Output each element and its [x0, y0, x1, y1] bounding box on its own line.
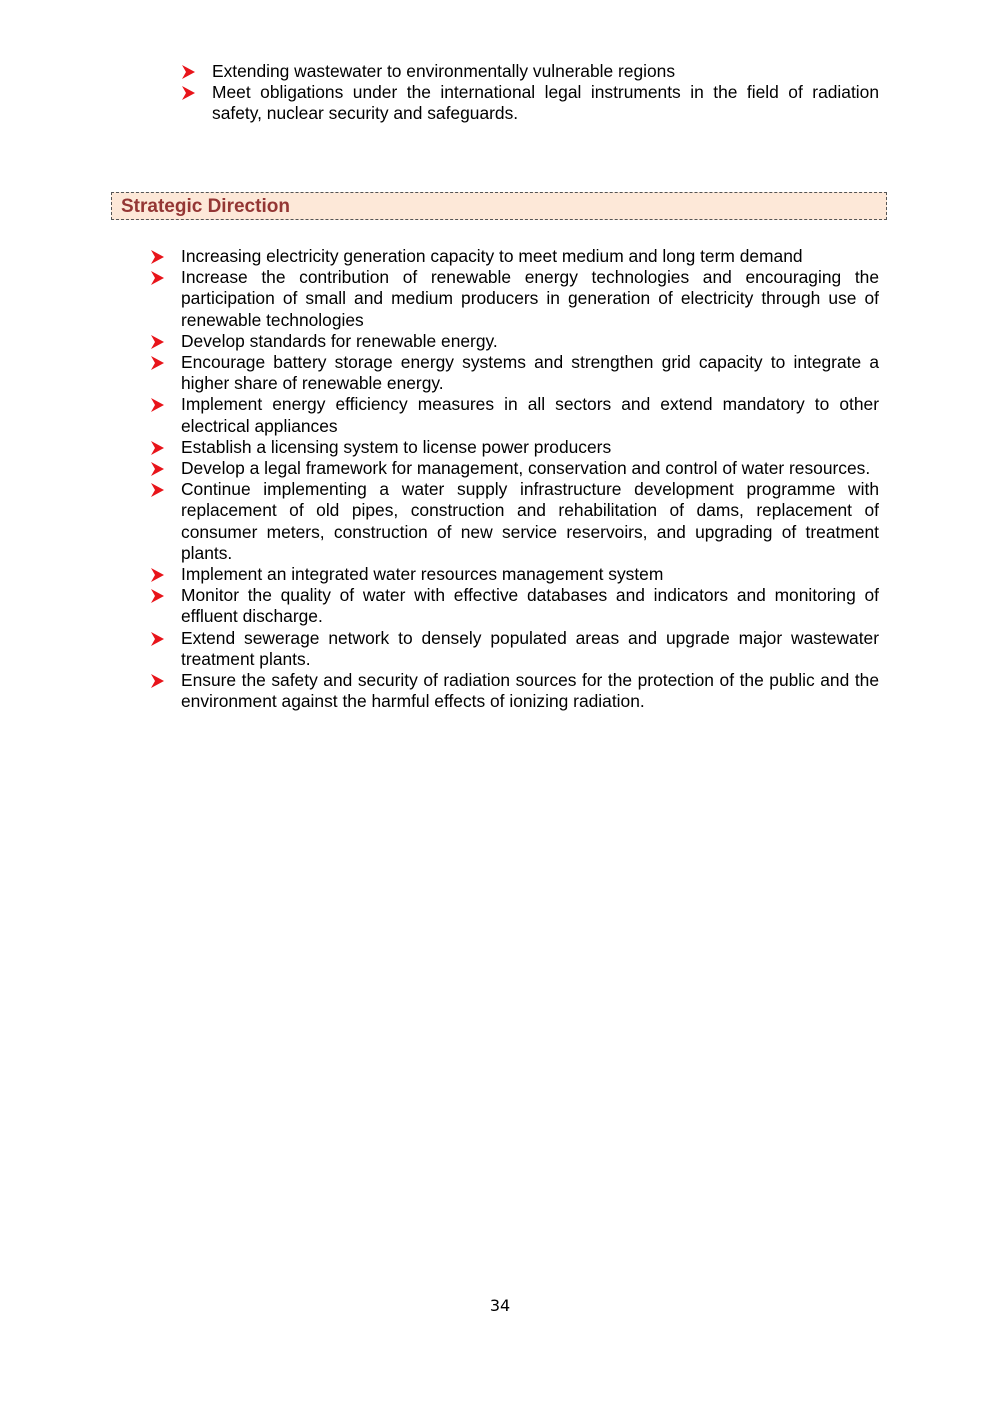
list-item: [181, 670, 879, 712]
list-item: [181, 479, 879, 564]
list-item: [212, 61, 879, 82]
arrowhead-bullet-icon: [151, 441, 164, 455]
list-item: [212, 82, 879, 124]
list-item-text: Encourage battery storage energy systems and strengthen grid capacity to integrate a higher share of renewable energy.: [181, 352, 879, 394]
list-item: [181, 564, 879, 585]
section-title: Strategic Direction: [121, 196, 290, 217]
list-item-text: Extending wastewater to environmentally vulnerable regions: [212, 61, 676, 81]
arrowhead-bullet-icon: [182, 86, 195, 100]
arrowhead-bullet-icon: [151, 589, 164, 603]
arrowhead-bullet-icon: [151, 271, 164, 285]
page-number: 34: [489, 1296, 511, 1315]
list-item-text: Develop a legal framework for management, conservation and control of water resources.: [181, 458, 871, 479]
section-header: [111, 192, 887, 220]
list-item-text: Establish a licensing system to license power producers: [181, 436, 612, 457]
arrowhead-bullet-icon: [151, 335, 164, 349]
arrowhead-bullet-icon: [151, 356, 164, 370]
arrowhead-bullet-icon: [151, 462, 164, 476]
list-item-text: Increase the contribution of renewable energy technologies and encouraging the participation of small and medium producers in generation of electricity through use of renewable technologies: [181, 267, 879, 330]
list-item: [181, 267, 879, 331]
list-item: [181, 585, 879, 627]
list-item-text: Develop standards for renewable energy.: [181, 330, 498, 351]
list-item-text: Monitor the quality of water with effective databases and indicators and monitoring of effluent discharge.: [181, 585, 879, 627]
list-item: [181, 246, 879, 267]
list-item-text: Extend sewerage network to densely populated areas and upgrade major wastewater treatment plants.: [181, 627, 879, 669]
list-item: [181, 437, 879, 458]
arrowhead-bullet-icon: [151, 250, 164, 264]
arrowhead-bullet-icon: [151, 483, 164, 497]
list-item: [181, 394, 879, 436]
list-item: [181, 458, 879, 479]
arrowhead-bullet-icon: [151, 568, 164, 582]
arrowhead-bullet-icon: [182, 65, 195, 79]
strategic-direction-list: [181, 246, 879, 712]
list-item-text: Meet obligations under the international legal instruments in the field of radiation safety, nuclear security and safeguards.: [212, 82, 879, 124]
list-item-text: Implement an integrated water resources management system: [181, 564, 664, 585]
list-item-text: Implement energy efficiency measures in all sectors and extend mandatory to other electrical appliances: [181, 394, 879, 436]
list-item-text: Continue implementing a water supply infrastructure development programme with replacement of old pipes, construction and rehabilitation of dams, replacement of consumer meters, construction of new service reservoirs, and upgrading of treatment plants.: [181, 479, 879, 563]
arrowhead-bullet-icon: [151, 674, 164, 688]
list-item: [181, 331, 879, 352]
list-item-text: Increasing electricity generation capacity to meet medium and long term demand: [181, 246, 803, 266]
arrowhead-bullet-icon: [151, 632, 164, 646]
list-item: [181, 628, 879, 670]
list-item: [181, 352, 879, 394]
arrowhead-bullet-icon: [151, 398, 164, 412]
continued-bullet-list: [212, 61, 879, 125]
list-item-text: Ensure the safety and security of radiation sources for the protection of the public and the environment against the harmful effects of ionizing radiation.: [181, 670, 879, 712]
